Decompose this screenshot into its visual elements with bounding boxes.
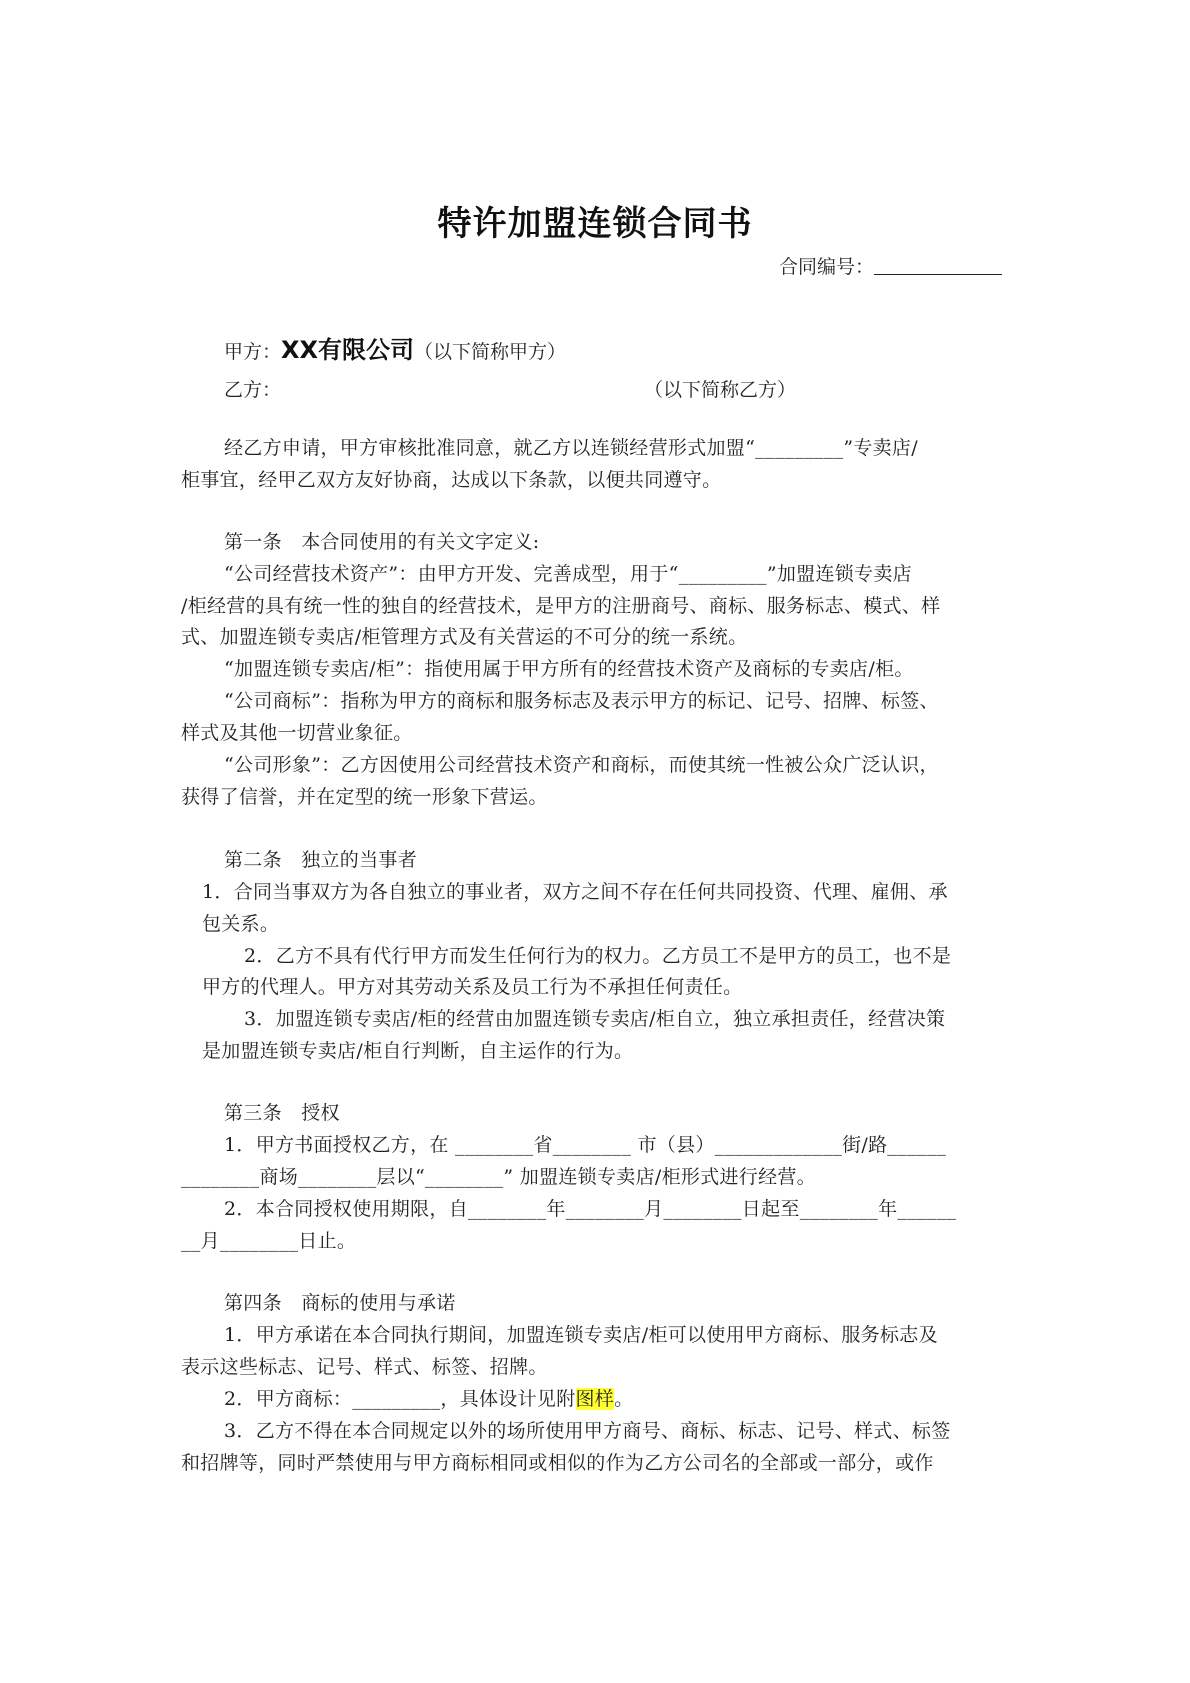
article3-line: __月________日止。 [181,1230,357,1252]
article4-line3-end: 。 [614,1388,634,1410]
article1-line: 样式及其他一切营业象征。 [181,722,413,744]
article1-heading: 第一条 本合同使用的有关文字定义: [224,531,540,553]
article4-line [224,1384,633,1411]
article1-line: “公司经营技术资产”：由甲方开发、完善成型，用于“_________”加盟连锁专卖店 [224,563,912,585]
contract-number-label: 合同编号： [778,256,874,278]
article4-heading: 第四条 商标的使用与承诺 [224,1292,456,1314]
article1-line: 式、加盟连锁专卖店/柜管理方式及有关营运的不可分的统一系统。 [181,626,748,648]
document-title: 特许加盟连锁合同书 [437,204,753,244]
article2-line: 包关系。 [202,913,280,935]
article3-heading: 第三条 授权 [224,1102,340,1124]
article1-line: “公司商标”：指称为甲方的商标和服务标志及表示甲方的标记、记号、招牌、标签、 [224,690,939,712]
article2-heading: 第二条 独立的当事者 [224,849,418,871]
preamble-line: 经乙方申请，甲方审核批准同意，就乙方以连锁经营形式加盟“_________”专卖店/ [224,437,918,459]
contract-number-blank[interactable] [874,256,1002,275]
party-a-line [224,330,566,365]
article4-line: 表示这些标志、记号、样式、标签、招牌。 [181,1356,548,1378]
contract-number-line [779,252,1002,279]
article2-line: 是加盟连锁专卖店/柜自行判断，自主运作的行为。 [202,1040,634,1062]
article2-line: 1．合同当事双方为各自独立的事业者，双方之间不存在任何共同投资、代理、雇佣、承 [202,881,948,903]
preamble-line: 柜事宜，经甲乙双方友好协商，达成以下条款，以便共同遵守。 [181,469,722,491]
article4-line: 3．乙方不得在本合同规定以外的场所使用甲方商号、商标、标志、记号、样式、标签 [224,1420,951,1442]
article3-line: 2．本合同授权使用期限，自________年________月________日起至________年______ [224,1198,957,1220]
article2-line: 2．乙方不具有代行甲方而发生任何行为的权力。乙方员工不是甲方的员工，也不是 [244,945,952,967]
highlighted-term: 图样 [575,1388,615,1410]
article3-line: 1．甲方书面授权乙方，在 ________省________ 市（县）_____________街/路______ [224,1134,947,1156]
party-a-note: （以下简称甲方） [414,341,567,363]
article1-line: “公司形象”：乙方因使用公司经营技术资产和商标，而使其统一性被公众广泛认识， [224,754,939,776]
party-a-label: 甲方： [224,341,282,363]
article4-line: 1．甲方承诺在本合同执行期间，加盟连锁专卖店/柜可以使用甲方商标、服务标志及 [224,1324,938,1346]
article2-line: 甲方的代理人。甲方对其劳动关系及员工行为不承担任何责任。 [202,976,743,998]
party-b-line [224,375,281,402]
party-b-label: 乙方： [224,379,282,401]
party-a-company: XX有限公司 [281,336,415,364]
article3-line: ________商场________层以“________” 加盟连锁专卖店/柜形式进行经营。 [181,1166,816,1188]
article2-line: 3．加盟连锁专卖店/柜的经营由加盟连锁专卖店/柜自立，独立承担责任，经营决策 [244,1008,946,1030]
article1-line: /柜经营的具有统一性的独自的经营技术，是甲方的注册商号、商标、服务标志、模式、样 [181,595,941,617]
article1-line: 获得了信誉，并在定型的统一形象下营运。 [181,786,548,808]
party-b-note: （以下简称乙方） [644,379,797,401]
article1-line: “加盟连锁专卖店/柜”：指使用属于甲方所有的经营技术资产及商标的专卖店/柜。 [224,658,914,680]
article4-line: 和招牌等，同时严禁使用与甲方商标相同或相似的作为乙方公司名的全部或一部分，或作 [181,1452,934,1474]
article4-line3-text: 2．甲方商标：_________，具体设计见附 [224,1388,576,1410]
